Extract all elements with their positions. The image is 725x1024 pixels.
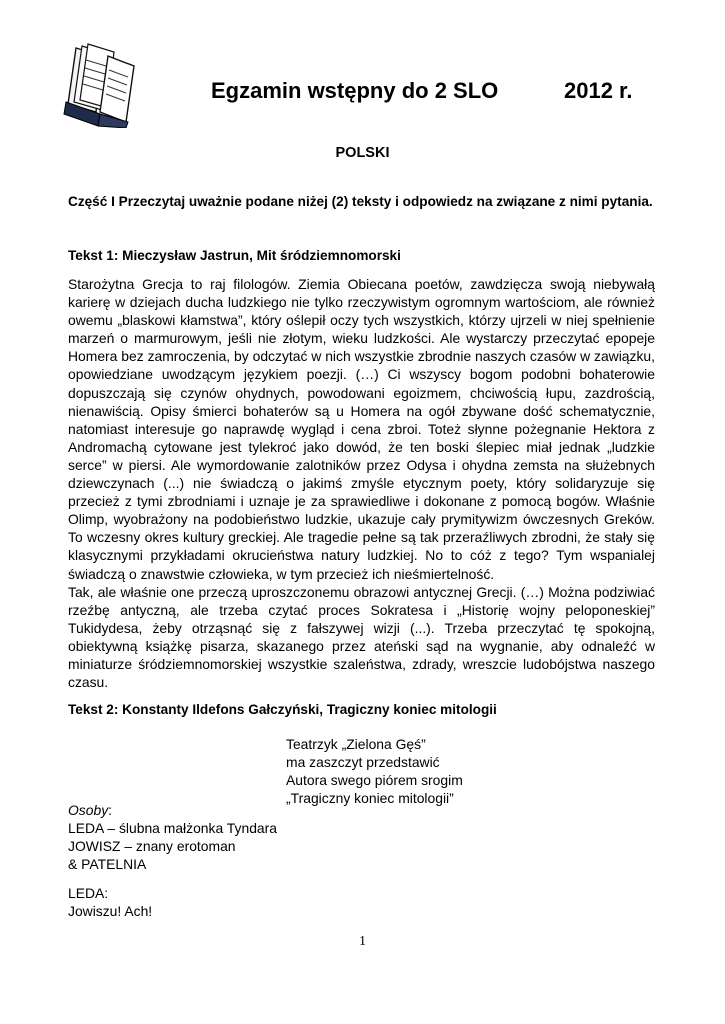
verse-line: „Tragiczny koniec mitologii”: [286, 790, 454, 807]
cast-member: LEDA – ślubna małżonka Tyndara: [68, 820, 278, 837]
cast-member: JOWISZ – znany erotoman: [68, 838, 236, 855]
osoby-label: Osoby: [68, 802, 109, 818]
text1-paragraph-1: Starożytna Grecja to raj filologów. Ziemia Obiecana poetów, zawdzięcza swoją niebywałą karierę w dziejach ducha ludzkiego nie tylko rzeczywistym ogromnym wartościom, ale również owemu „blaskowi kłamstwa”, który oślepił oczy tych wszystkich, którzy ujrzeli w niej spełnienie marzeń o marmurowym, jeśli nie złotym, wieku ludzkości. Ale wystarczy przeczytać epopeje Homera bez zamroczenia, by odczytać w nich wszystkie zbrodnie naszych czasów w zawiązku, opowiedziane uwodzącym językiem poezji. (…) Ci wszyscy bogom podobni bohaterowie dopuszczają się czynów ohydnych, powodowani egoizmem, chciwością łupu, zazdrością, nienawiścią. Opisy śmierci bohaterów są u Homera na ogół zbywane dość schematycznie, natomiast interesuje go naprawdę wygląd i cena zbroi. Toteż słynne pożegnanie Hektora z Andromachą cytowane jest tylekroć jako dowód, że ten boski ślepiec miał jednak „ludzkie serce” w piersi. Ale wymordowanie zalotników przez Odysa i ohydna zemsta na służebnych dziewczynach (...) nie świadczą o jakimś zmyśle etycznym poety, który solidaryzuje się przecież z tymi zbrodniami i uznaje je za sprawiedliwe i dokonane z pomocą bogów. Właśnie Olimp, wyobrażony na podobieństwo ludzkie, ukazuje cały prymitywizm ówczesnych Greków. To wczesny okres kultury greckiej. Ale tragedie pełne są tak przeraźliwych zbrodni, że stały się klasycznymi przykładami okrucieństwa natury ludzkiej. No to cóż z tego? Tym wspanialej świadczą o znawstwie człowieka, w tym przecież ich nieśmiertelność.: [68, 276, 655, 582]
subject-heading: POLSKI: [335, 145, 390, 161]
verse-line: ma zaszczyt przedstawić: [286, 754, 440, 771]
cast-heading: [68, 801, 277, 819]
open-book-icon: [62, 42, 138, 128]
osoby-colon: :: [108, 802, 113, 818]
cast-member: & PATELNIA: [68, 856, 147, 873]
speaker-name: LEDA:: [68, 885, 109, 901]
cast-list: [68, 801, 277, 873]
text1-heading: Tekst 1: Mieczysław Jastrun, Mit śródziemnomorski: [68, 248, 401, 263]
page-number: 1: [359, 934, 366, 949]
text2-heading: Tekst 2: Konstanty Ildefons Gałczyński, Tragiczny koniec mitologii: [68, 702, 497, 717]
part-instruction: Część I Przeczytaj uważnie podane niżej (2) teksty i odpowiedz na związane z nimi pytania.: [68, 194, 653, 209]
verse-block: [286, 735, 463, 807]
dialogue-line: Jowiszu! Ach!: [68, 903, 153, 920]
verse-line: Autora swego piórem srogim: [286, 772, 463, 789]
exam-title: Egzamin wstępny do 2 SLO: [211, 78, 499, 103]
exam-year: 2012 r.: [564, 78, 633, 103]
dialogue: [68, 884, 152, 920]
text1-paragraph-2: Tak, ale właśnie one przeczą uproszczonemu obrazowi antycznej Grecji. (…) Można podziwiać rzeźbę antyczną, ale trzeba czytać proces Sokratesa i „Historię wojny peloponeskiej” Tukidydesa, żeby otrząsnąć się z fałszywej wizji (...). Trzeba przeczytać tę spokojną, obiektywną książkę pisarza, skazanego przez ateński sąd na wygnanie, aby odnaleźć w miniaturze śródziemnomorskiej wszystkie szaleństwa, zdrady, wreszcie ludobójstwa naszego czasu.: [68, 584, 655, 691]
verse-line: Teatrzyk „Zielona Gęś”: [286, 736, 426, 752]
page-title: [211, 78, 671, 118]
